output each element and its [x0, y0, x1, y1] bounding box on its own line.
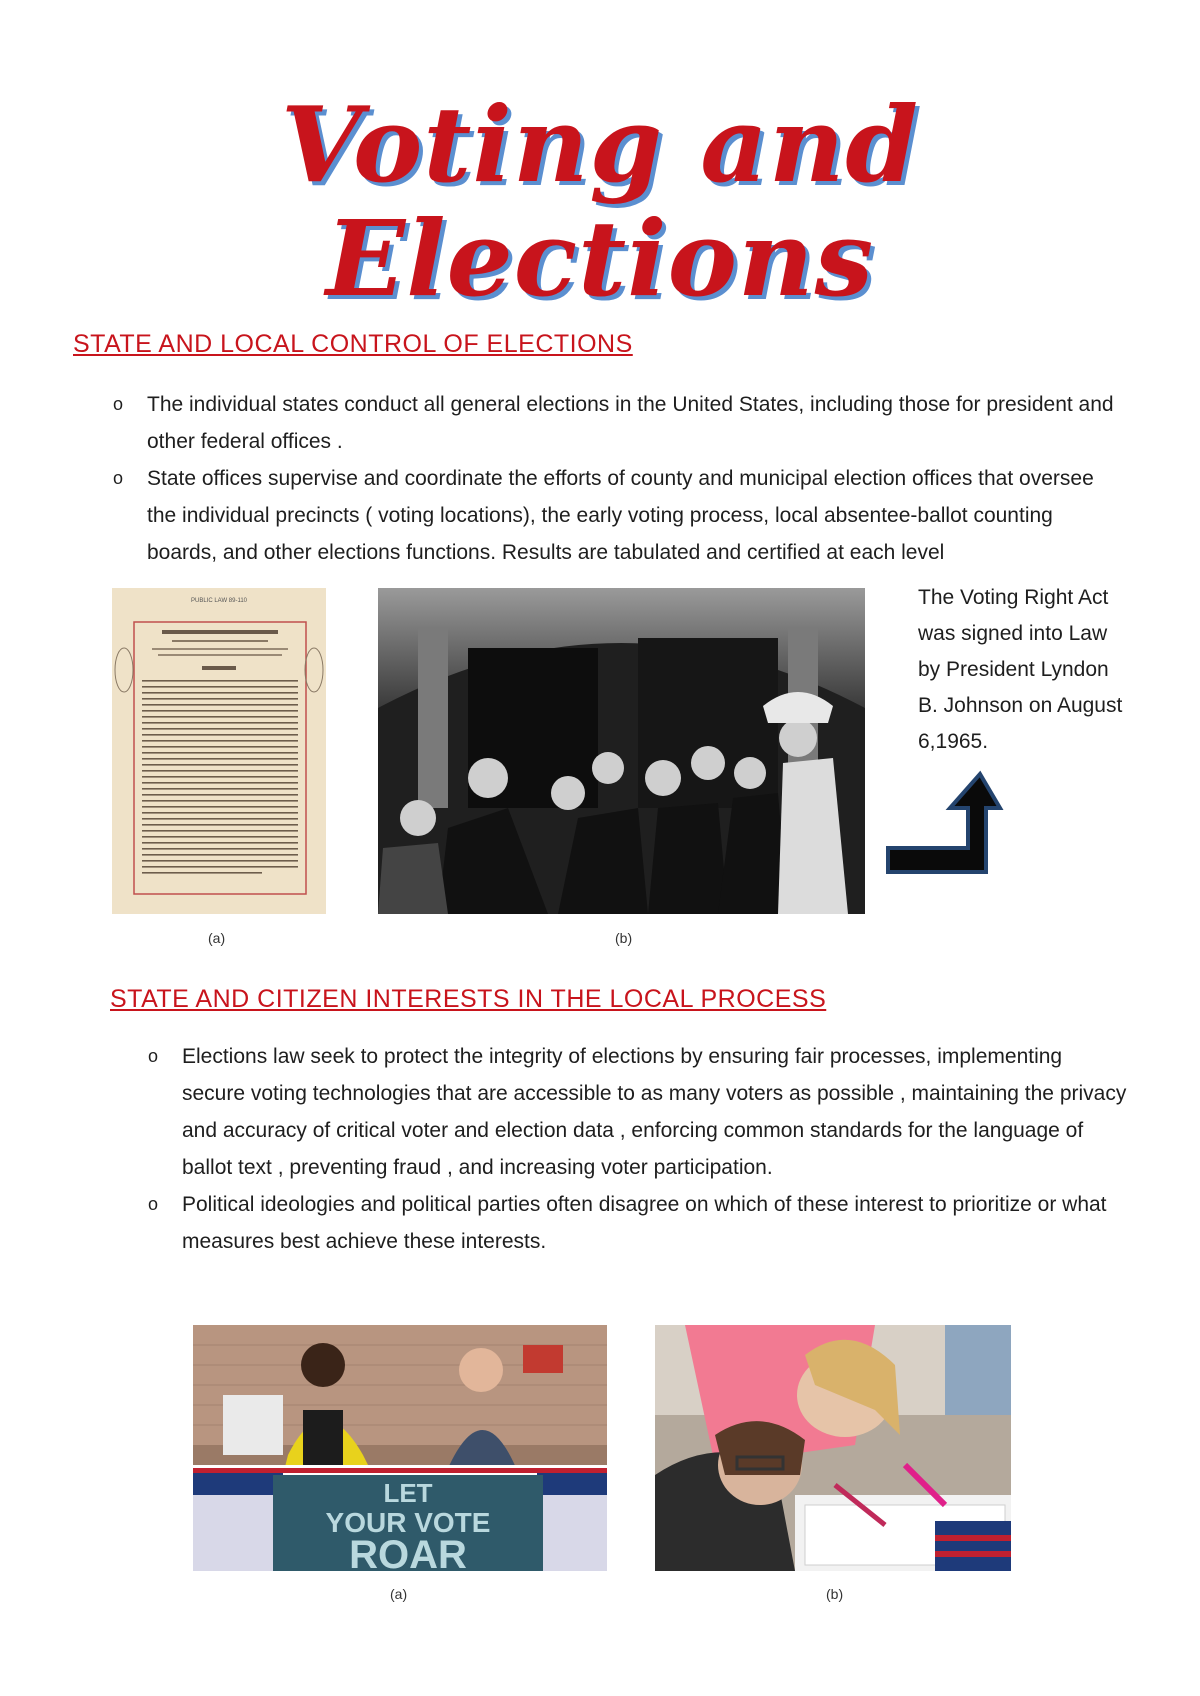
- image-caption: (b): [615, 930, 633, 946]
- bullet-marker: o: [113, 394, 124, 414]
- registration-table-illustration: [193, 1325, 607, 1571]
- banner-line: LET: [383, 1478, 433, 1508]
- list-item: [148, 1186, 1128, 1260]
- list-item: [148, 1038, 1128, 1186]
- section-heading-state-local-control: STATE AND LOCAL CONTROL OF ELECTIONS: [73, 330, 633, 358]
- list-item: [113, 460, 1123, 571]
- banner-line: ROAR: [349, 1533, 467, 1571]
- students-registering-photo: [655, 1325, 1011, 1571]
- document-illustration: [112, 588, 326, 914]
- voter-registration-table-photo: [193, 1325, 607, 1571]
- voting-rights-act-document-image: [112, 588, 326, 914]
- section1-bullet-list: [113, 386, 1123, 571]
- bullet-text: Elections law seek to protect the integrity of elections by ensuring fair processes, implementing secure voting technologies that are accessible to as many voters as possible , maintaining the privacy and accuracy of critical voter and election data , enforcing common standards for the language of ballot text , preventing fraud , and increasing voter participation.: [182, 1045, 1127, 1179]
- bullet-text: The individual states conduct all general elections in the United States, including those for president and other federal offices .: [147, 393, 1114, 453]
- bullet-marker: o: [113, 468, 124, 488]
- students-illustration: [655, 1325, 1011, 1571]
- section2-bullet-list: [148, 1038, 1128, 1260]
- elbow-arrow-icon: [884, 768, 1004, 878]
- section-heading-citizen-interests: STATE AND CITIZEN INTERESTS IN THE LOCAL PROCESS: [110, 985, 827, 1013]
- ceremony-illustration: [378, 588, 865, 914]
- bullet-marker: o: [148, 1194, 159, 1214]
- banner-line: YOUR VOTE: [325, 1507, 491, 1538]
- bullet-text: Political ideologies and political parties often disagree on which of these interest to prioritize or what measures best achieve these interests.: [182, 1193, 1107, 1253]
- bullet-marker: o: [148, 1046, 159, 1066]
- image-caption: (a): [390, 1586, 408, 1602]
- page-title: Voting and Elections: [280, 83, 920, 321]
- list-item: [113, 386, 1123, 460]
- bullet-text: State offices supervise and coordinate the efforts of county and municipal election offices that oversee the individual precincts ( voting locations), the early voting process, local absentee-ballot counting boards, and other elections functions. Results are tabulated and certified at each level: [147, 467, 1094, 564]
- signing-ceremony-photo: [378, 588, 865, 914]
- document-header: PUBLIC LAW 89-110: [190, 598, 248, 604]
- image-caption: (b): [826, 1586, 844, 1602]
- image-caption: (a): [208, 930, 226, 946]
- side-note: The Voting Right Act was signed into Law by President Lyndon B. Johnson on August 6,1965.: [918, 586, 1123, 753]
